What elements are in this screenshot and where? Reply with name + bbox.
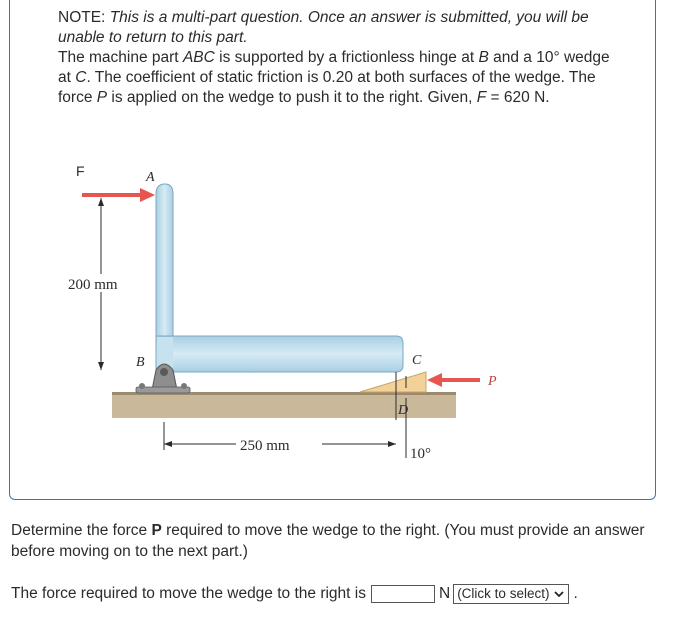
dim-width-left-arrow	[164, 441, 172, 447]
answer-prompt: The force required to move the wedge to the right is	[11, 585, 366, 602]
question-text-1: Determine the force	[11, 522, 152, 539]
problem-text-3: and a 10° wedge at	[58, 49, 610, 86]
problem-text	[58, 48, 618, 108]
question-text	[11, 520, 683, 562]
note-italic: This is a multi-part question. Once an answer is submitted, you will be unable to return to this part.	[58, 9, 589, 46]
problem-b: B	[478, 49, 489, 66]
question-block	[11, 520, 683, 562]
label-d: D	[398, 403, 409, 418]
wedge	[360, 372, 426, 392]
problem-p: P	[96, 89, 108, 106]
chevron-down-icon	[554, 591, 564, 598]
label-b: B	[136, 355, 145, 370]
answer-period: .	[573, 585, 578, 602]
problem-text-5: is applied on the wedge to push it to the right. Given,	[107, 89, 477, 106]
label-c: C	[412, 353, 422, 368]
dim-height-label: 200 mm	[68, 277, 118, 293]
label-a: A	[146, 170, 155, 185]
force-f-arrowhead	[140, 188, 155, 202]
wedge-angle-label: 10°	[410, 446, 431, 462]
dim-height-bottom-arrow	[98, 362, 104, 370]
unit-select-label: (Click to select)	[457, 586, 550, 601]
problem-abc: ABC	[182, 49, 215, 66]
dim-width-right-arrow	[388, 441, 396, 447]
answer-row	[11, 584, 578, 604]
label-f: F	[76, 163, 85, 179]
force-p-arrowhead	[427, 373, 442, 387]
unit-label: N	[438, 585, 451, 602]
question-text-2: required to move the wedge to the right. (You must provide an answer before moving on to the next part.)	[11, 522, 645, 560]
unit-select-dropdown[interactable]	[453, 584, 569, 604]
part-horizontal-arm	[156, 336, 403, 372]
dim-width-label: 250 mm	[240, 438, 290, 454]
machine-part-diagram	[60, 158, 497, 468]
problem-statement	[58, 8, 618, 108]
problem-text-6: = 620 N.	[486, 89, 550, 106]
note	[58, 8, 618, 48]
question-bold-p: P	[151, 522, 162, 539]
problem-c: C	[75, 69, 87, 86]
problem-text-1: The machine part	[58, 49, 183, 66]
note-label: NOTE:	[58, 9, 106, 26]
problem-text-4: . The coefficient of static friction is 0.20 at both surfaces of the wedge. The force	[58, 69, 596, 106]
problem-f: F	[476, 89, 487, 106]
part-vertical-arm	[156, 184, 173, 336]
problem-text-2: is supported by a frictionless hinge at	[214, 49, 479, 66]
answer-input[interactable]	[371, 585, 435, 603]
label-p: P	[488, 374, 497, 389]
dim-height-top-arrow	[98, 198, 104, 206]
